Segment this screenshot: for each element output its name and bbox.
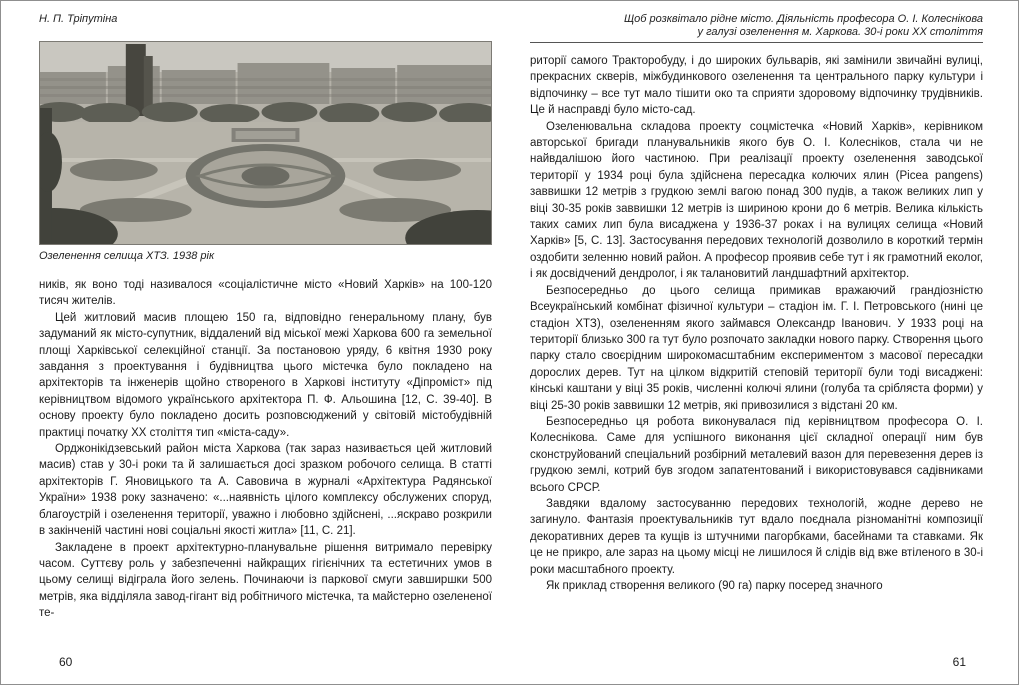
paragraph: ників, як воно тоді називалося «соціалістичне місто «Новий Харків» на 100-120 тисяч жителів. <box>39 279 492 308</box>
paragraph: Безпосередньо до цього селища примикав вражаючий грандіозністю Всеукраїнський комбінат фізичної культури – стадіон ім. Г. І. Петровського (нині це стадіон ХТЗ), озелененням якого займався Олександр Іванович. У 1933 році на території близько 300 га тут було розпочато закладки нового парку. Створення цього парку стало своєрідним широкомасштабним експериментом з масової пересадки дорослих дерев. Тут на цілком відкритій степовій території були тоді висаджені: кінські каштани у віці 35 років, численні колючі ялини (голуба та срібляста форми) у віці 25-30 років заввишки 12 метрів, які привозилися з відстані 20 км. <box>530 284 983 412</box>
paragraph: Безпосередньо ця робота виконувалася під керівництвом професора О. І. Колеснікова. Саме для успішного виконання цієї складної операції ним був сконструйований спеціальний розбірний металевий вазон для перевезення дерев із грудкою землі, котрий був згодом запатентований і використовувався садівниками всього СРСР. <box>530 415 983 494</box>
page-number-left: 60 <box>59 655 73 669</box>
right-body-text <box>530 53 983 594</box>
left-body-text <box>39 277 492 622</box>
two-page-spread <box>39 13 983 622</box>
paragraph: Як приклад створення великого (90 га) парку посеред значного <box>546 580 883 592</box>
running-head-title-line2: у галузі озеленення м. Харкова. 30-і роки XX століття <box>697 26 983 38</box>
paragraph: Закладене в проект архітектурно-планувальне рішення витримало перевірку часом. Суттєву роль у забезпеченні найкращих гігієнічних та естетичних умов в цьому селищі відіграла його зелень. Починаючи із паркової смуги завширшки 500 метрів, яка відділяла завод-гігант від робітничого містечка, та майстерно озелененої те- <box>39 541 492 620</box>
park-photo-illustration <box>40 42 491 244</box>
paragraph: Цей житловий масив площею 150 га, відповідно генеральному плану, був задуманий як місто-супутник, віддалений від міської межі Харкова 600 га земельної площі Харківської селекційної станції. За постановою уряду, 6 квітня 1930 року завдання з проектування і будівництва цього містечка було покладено на архітекторів та інженерів щойно створеного в Харкові інституту «Діпроміст» під керівництвом відомого українського архітектора П. Ф. Альошина [12, С. 39-40]. В основу проекту було покладено досить розповсюджений у світовій містобудівній практиці початку XX століття тип «міста-саду». <box>39 311 492 439</box>
paragraph: Завдяки вдалому застосуванню передових технологій, жодне дерево не загинуло. Фантазія проектувальників тут вдало поєднала різноманітні композиції декоративних дерев та кущів із штучними пагорбками, басейнами та ставками. Як це не прикро, але зараз на цьому місці не лишилося й слідів від вже втіленого в 30-і роки масштабного проекту. <box>530 497 983 576</box>
paragraph: Озеленювальна складова проекту соцмістечка «Новий Харків», керівником авторської бригади планувальників якого був О. І. Колесніков, стала чи не найвдалішою його частиною. При реалізації проекту озеленення заводської території у 1934 році була здійснена пересадка колючих ялин (Picea pangens) заввишки 12 метрів з грудкою землі вагою понад 300 пудів, а також великих лип у віці 30-35 років заввишки 12 метрів із шириною крони до 6 метрів. Велика кількість таких самих лип була висаджена у 1936-37 роках і на вулицях селища «Новий Харків» [5, С. 13]. Застосування передових технологій дозволило в короткий термін оздобити зеленню новий район. А професор проявив себе тут і як грамотний еколог, і як досвідчений дендролог, і як талановитий ландшафтний архітектор. <box>530 120 983 281</box>
photo-caption: Озеленення селища ХТЗ. 1938 рік <box>39 250 215 262</box>
left-page <box>39 13 492 622</box>
right-running-head-title <box>530 13 983 43</box>
paragraph: Орджонікідзевський район міста Харкова (так зараз називається цей житловий масив) став у 30-і роки та й залишається досі зразком робочого селища. В статті архітекторів Г. Яновицького та А. Савовича в журналі «Архітектура Радянської України» 1938 року зазначено: «...наявність цілого комплексу обслужених споруд, благоустрій і озеленення території, уважно і любовно здійснені, ...яскраво розкрили в закінченій частині нові соціальні якості житла» [11, С. 21]. <box>39 443 492 538</box>
left-running-head-author: Н. П. Тріпутіна <box>39 13 118 25</box>
paragraph: риторії самого Тракторобуду, і до широких бульварів, які замінили звичайні вулиці, прекрасних скверів, міжбудинкового озеленення та центрального парку культури і відпочинку – все тут мало тішити око та сприяти здоровому відпочинку трудівників. Це й насправді було місто-сад. <box>530 55 983 117</box>
running-head-title-line1: Щоб розквітало рідне місто. Діяльність професора О. І. Колеснікова <box>623 13 983 25</box>
page-number-right: 61 <box>952 655 966 669</box>
right-page <box>530 13 983 622</box>
park-photo <box>39 41 492 245</box>
